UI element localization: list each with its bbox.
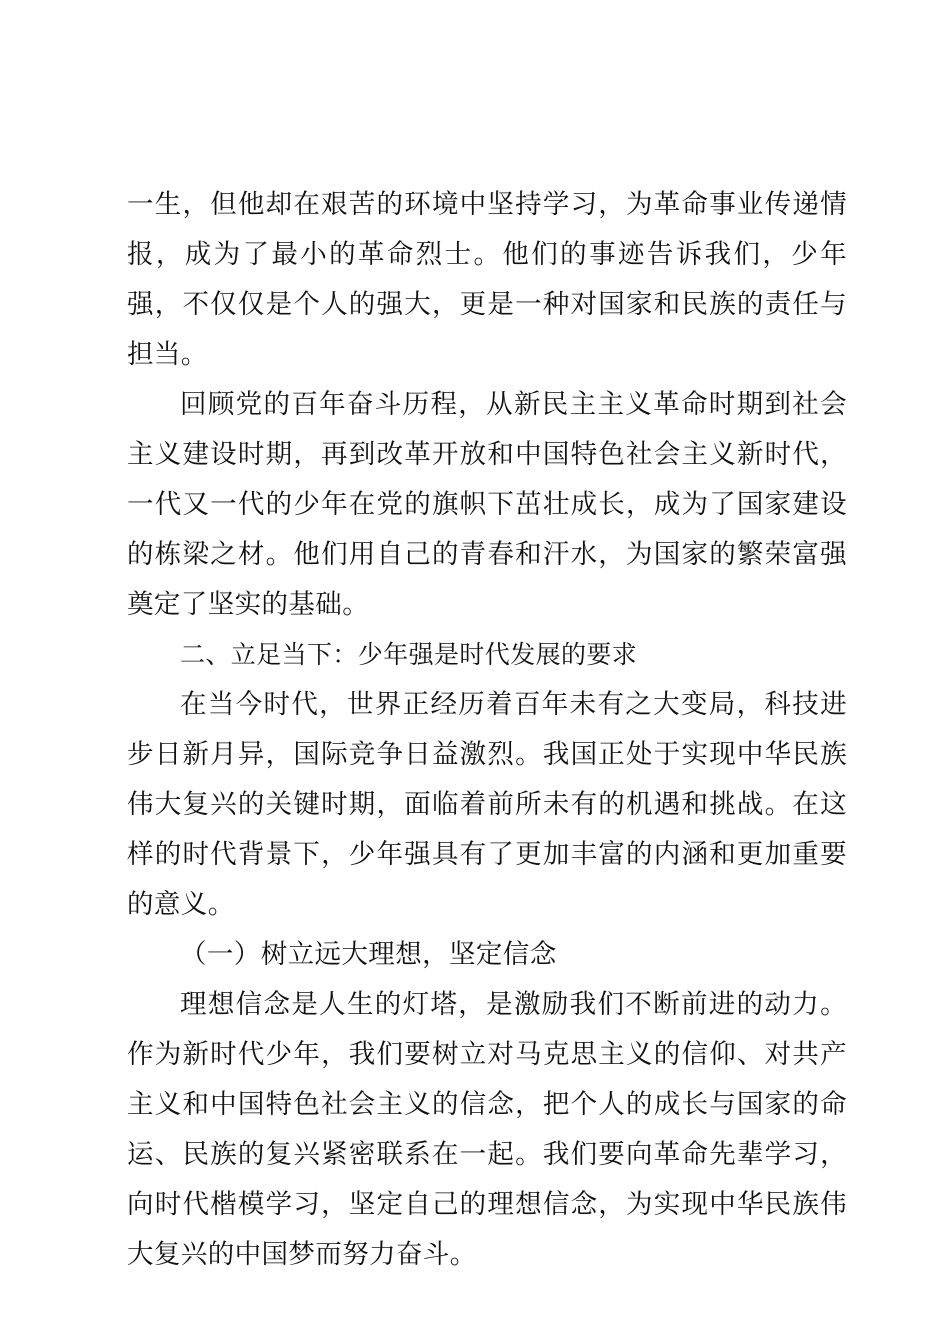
paragraph-ideals: 理想信念是人生的灯塔，是激励我们不断前进的动力。作为新时代少年，我们要树立对马克思主义的信仰、对共产主义和中国特色社会主义的信念，把个人的成长与国家的命运、民族的复兴紧密联系在一起。我们要向革命先辈学习，向时代楷模学习，坚定自己的理想信念，为实现中华民族伟大复兴的中国梦而努力奋斗。 — [127, 989, 847, 1270]
document-body — [127, 180, 847, 1280]
paragraph-current-era: 在当今时代，世界正经历着百年未有之大变局，科技进步日新月异，国际竞争日益激烈。我国正处于实现中华民族伟大复兴的关键时期，面临着前所未有的机遇和挑战。在这样的时代背景下，少年强具有了更加丰富的内涵和更加重要的意义。 — [127, 689, 847, 920]
section-heading-2: 二、立足当下：少年强是时代发展的要求 — [180, 640, 638, 669]
paragraph-party-history: 回顾党的百年奋斗历程，从新民主主义革命时期到社会主义建设时期，再到改革开放和中国特色社会主义新时代，一代又一代的少年在党的旗帜下茁壮成长，成为了国家建设的栋梁之材。他们用自己的青春和汗水，为国家的繁荣富强奠定了坚实的基础。 — [127, 389, 847, 620]
subsection-heading-1: （一）树立远大理想，坚定信念 — [180, 939, 557, 970]
paragraph-continuation: 一生，但他却在艰苦的环境中坚持学习，为革命事业传递情报，成为了最小的革命烈士。他们的事迹告诉我们，少年强，不仅仅是个人的强大，更是一种对国家和民族的责任与担当。 — [127, 189, 847, 370]
